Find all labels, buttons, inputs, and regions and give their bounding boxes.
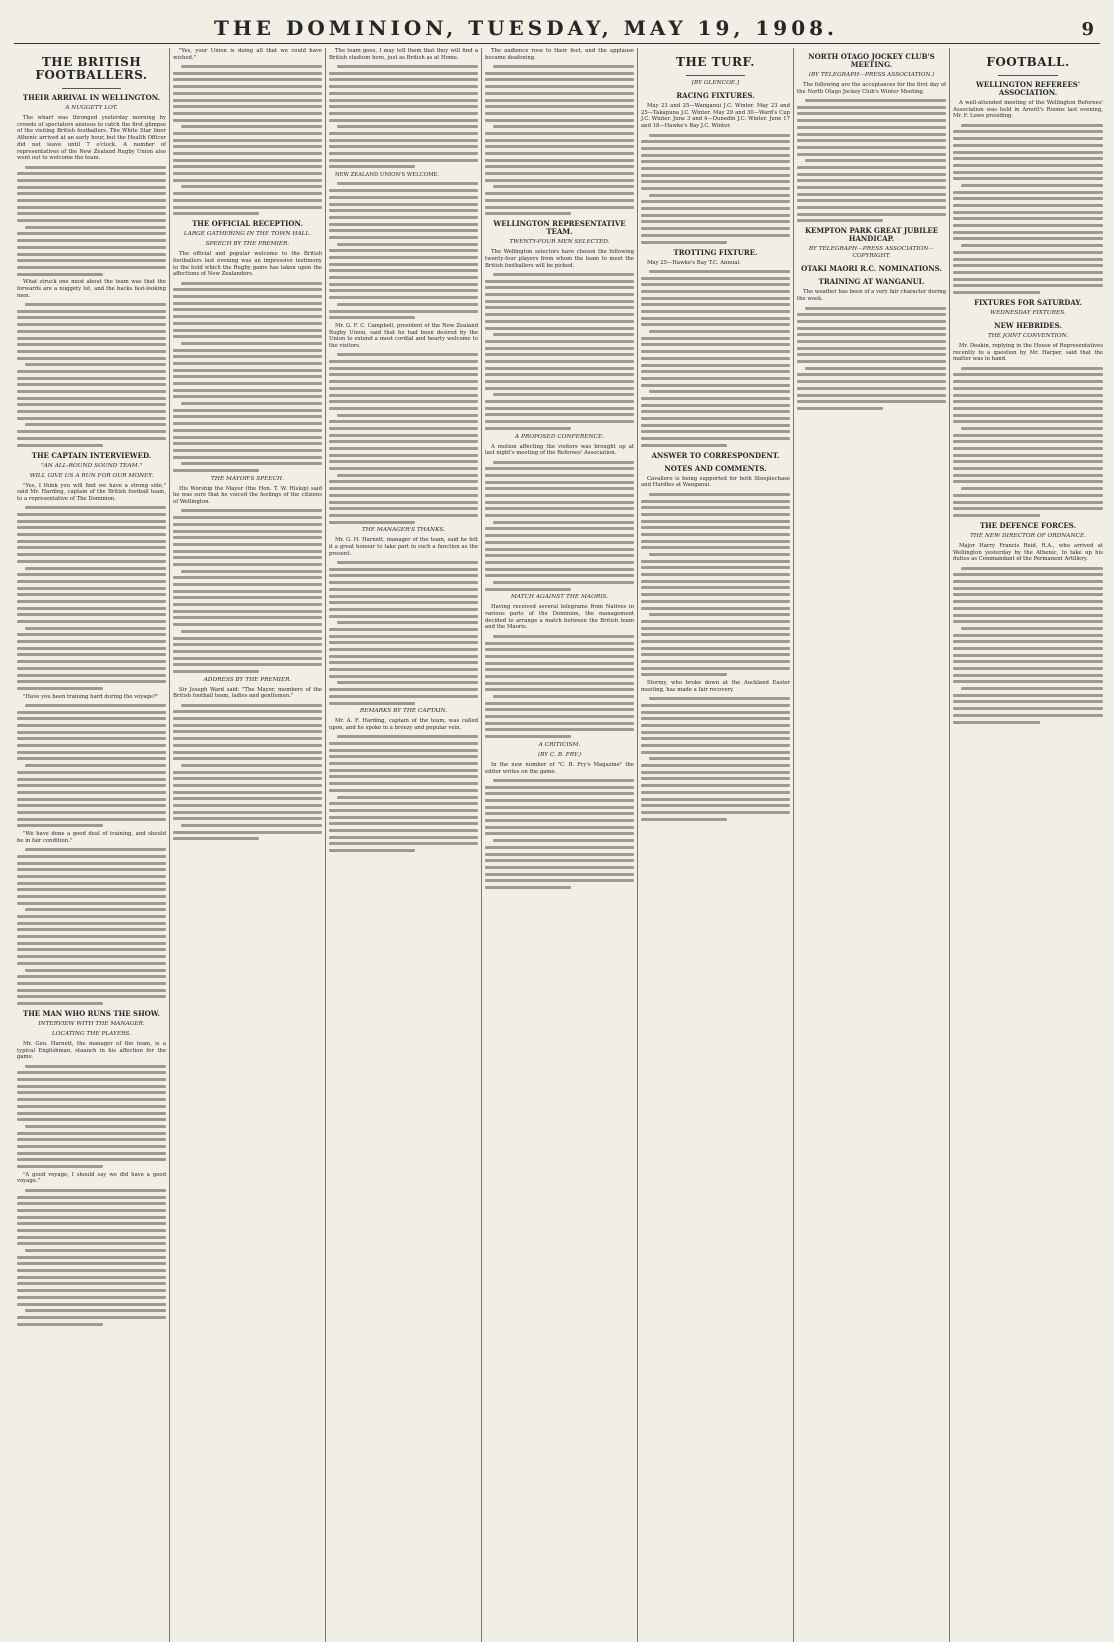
article-heading: THEIR ARRIVAL IN WELLINGTON. — [22, 93, 161, 102]
article-subheading: A PROPOSED CONFERENCE. — [514, 433, 605, 440]
illegible-text-lines — [173, 65, 322, 215]
article-paragraph: The audience rose to their feet, and the applause became deafening. — [485, 48, 634, 61]
article-paragraph: Stormy, who broke down at the Auckland Easter meeting, has made a fair recovery. — [641, 680, 790, 693]
column-6 — [794, 48, 950, 1642]
article-heading: THE MAN WHO RUNS THE SHOW. — [22, 1008, 160, 1018]
article-paragraph: The wharf was thronged yesterday morning by crowds of spectators anxious to catch the first glimpse of the visiting British footballers. The White Star liner Athenic arrived at an early hour, but the Health Officer did not leave until 7 o'clock. A number of representatives of the New Zealand Rugby Union also went out to welcome the team. — [17, 115, 166, 162]
article-paragraph: May 23 and 25—Wanganui J.C. Winter. May 23 and 25—Takapuna J.C. Winter. May 29 and 30—Ward's Cup J.C. Winter. June 3 and 4—Dunedin J.C. Winter. June 17 and 18—Hawke's Bay J.C. Winter. — [641, 103, 790, 130]
article-subheading: LARGE GATHERING IN THE TOWN HALL. — [183, 231, 312, 238]
article-heading: WELLINGTON REPRESENTATIVE TEAM. — [493, 219, 626, 237]
article-paragraph: "A good voyage, I should say we did have a good voyage." — [17, 1171, 166, 1185]
column-2 — [170, 48, 326, 1642]
article-paragraph: Mr. G. H. Harnett, manager of the team, said he felt it a great honour to take part in such a function as the present. — [329, 537, 478, 557]
article-heading: NORTH OTAGO JOCKEY CLUB'S MEETING. — [808, 52, 935, 69]
illegible-text-lines — [485, 65, 634, 215]
illegible-text-lines — [17, 848, 166, 1005]
article-paragraph: "Yes, I think you will find we have a strong side," said Mr. Harding, captain of the British football team, to a representative of The Dominion. — [17, 482, 166, 502]
illegible-text-lines — [485, 273, 634, 430]
illegible-text-lines — [17, 166, 166, 276]
article-paragraph: Having received several telegrams from Natives in various parts of the Dominion, the management decided to arrange a match between the British team and the Maoris. — [485, 604, 634, 631]
divider — [686, 75, 746, 76]
article-subheading: [BY GLENCOE.] — [691, 80, 740, 86]
illegible-text-lines — [641, 270, 790, 447]
article-heading: NEW HEBRIDES. — [994, 320, 1062, 330]
column-5 — [638, 48, 794, 1642]
column-3 — [326, 48, 482, 1642]
article-subheading: A NUGGETY LOT. — [65, 105, 118, 111]
article-paragraph: May 25—Hawke's Bay T.C. Annual. — [647, 259, 741, 266]
illegible-text-lines — [173, 509, 322, 673]
divider — [998, 75, 1058, 76]
article-paragraph: Sir Joseph Ward said: "The Mayor, members of the British football team, ladies and gentlemen." — [173, 686, 322, 700]
illegible-text-lines — [641, 134, 790, 244]
article-heading: NOTES AND COMMENTS. — [664, 463, 767, 473]
column-container — [14, 48, 1103, 1642]
article-subheading: ADDRESS BY THE PREMIER. — [203, 676, 292, 683]
article-paragraph: What struck one most about the team was that the forwards are a nuggety lot, and the backs fast-looking men. — [17, 279, 166, 299]
column-7 — [950, 48, 1106, 1642]
article-heading: THE DEFENCE FORCES. — [979, 520, 1077, 530]
article-paragraph: The team goes, I may tell them that they will find a British stadium here, just as British as at Home. — [329, 48, 478, 61]
article-paragraph: In the new number of "C. B. Fry's Magazine" the editor writes on the game. — [485, 761, 634, 775]
illegible-text-lines — [17, 1065, 166, 1168]
column-1 — [14, 48, 170, 1642]
article-heading: WELLINGTON REFEREES' ASSOCIATION. — [976, 80, 1080, 97]
illegible-text-lines — [17, 506, 166, 690]
article-subheading: WILL GIVE US A RUN FOR OUR MONEY. — [29, 472, 154, 479]
illegible-text-lines — [953, 367, 1103, 517]
article-paragraph: Mr. G. F. C. Campbell, president of the New Zealand Rugby Union, said that he had been desired by the Union to extend a most cordial and hearty welcome to the visitors. — [329, 322, 478, 350]
article-heading: THE CAPTAIN INTERVIEWED. — [31, 450, 152, 460]
illegible-text-lines — [953, 124, 1103, 294]
illegible-text-lines — [329, 182, 478, 319]
illegible-text-lines — [485, 779, 634, 889]
article-subheading: TWENTY-FOUR MEN SELECTED. — [509, 239, 610, 246]
masthead — [14, 6, 1100, 44]
section-heading: FOOTBALL. — [986, 55, 1070, 69]
article-paragraph: The following are the acceptances for the first day of the North Otago Jockey Club's Winter Meeting. — [797, 82, 946, 95]
article-paragraph: His Worship the Mayor (the Hon. T. W. Hislop) said he was sure that he voiced the feelings of the citizens of Wellington. — [173, 485, 322, 506]
article-paragraph: Mr. Geo. Harnett, the manager of the team, is a typical Englishman, staunch in his affection for the game. — [17, 1040, 166, 1061]
article-paragraph: The Wellington selectors have chosen the following twenty-four players from whom the team to meet the British footballers will be picked. — [485, 249, 634, 269]
article-subheading: (BY TELEGRAPH—PRESS ASSOCIATION.) — [808, 72, 935, 78]
masthead-title: THE DOMINION, TUESDAY, MAY 19, 1908. — [214, 16, 839, 40]
section-heading: THE TURF. — [676, 55, 755, 69]
article-paragraph: Cavaliero is being supported for both Steeplechase and Hurdles at Wanganui. — [641, 475, 790, 489]
article-paragraph: NEW ZEALAND UNION'S WELCOME. — [335, 172, 440, 179]
article-heading: TRAINING AT WANGANUI. — [818, 277, 925, 287]
article-subheading: SPEECH BY THE PREMIER. — [205, 241, 290, 248]
article-paragraph: A well-attended meeting of the Wellington Referees' Association was held in Arnott's Rooms last evening, Mr. F. Lowe presiding. — [953, 100, 1103, 120]
illegible-text-lines — [485, 461, 634, 591]
illegible-text-lines — [329, 735, 478, 852]
illegible-text-lines — [485, 635, 634, 738]
article-heading: TROTTING FIXTURE. — [673, 247, 758, 257]
article-subheading: THE JOINT CONVENTION. — [987, 332, 1069, 339]
article-paragraph: The official and popular welcome to the British footballers last evening was an impressive testimony to the hold which the Rugby game has taken upon the affections of New Zealanders. — [173, 251, 322, 278]
illegible-text-lines — [173, 282, 322, 472]
illegible-text-lines — [953, 567, 1103, 724]
illegible-text-lines — [797, 99, 946, 222]
article-heading: THE OFFICIAL RECEPTION. — [192, 219, 303, 229]
article-heading: ANSWER TO CORRESPONDENT. — [651, 450, 780, 460]
article-subheading: "AN ALL-ROUND SOUND TEAM." — [40, 462, 143, 469]
article-paragraph: "Yes, your Union is doing all that we could have wished." — [173, 48, 322, 61]
illegible-text-lines — [797, 307, 946, 410]
article-subheading: A CRITICISM. — [538, 741, 581, 748]
illegible-text-lines — [329, 353, 478, 523]
article-paragraph: "We have done a good deal of training, and should be in fair condition." — [17, 831, 166, 844]
article-subheading: WEDNESDAY FIXTURES. — [990, 309, 1066, 316]
article-paragraph: A motion affecting the visitors was brought up at last night's meeting of the Referees' Association. — [485, 443, 634, 457]
article-subheading: THE NEW DIRECTOR OF ORDNANCE. — [969, 532, 1087, 539]
article-paragraph: "Have you been training hard during the voyage?" — [23, 693, 159, 700]
illegible-text-lines — [17, 1189, 166, 1326]
article-subheading: THE MANAGER'S THANKS. — [361, 527, 446, 534]
illegible-text-lines — [641, 697, 790, 820]
section-heading: THE BRITISH FOOTBALLERS. — [35, 55, 148, 82]
article-subheading: INTERVIEW WITH THE MANAGER. — [38, 1020, 145, 1027]
article-heading: OTAKI MAORI R.C. NOMINATIONS. — [801, 264, 942, 274]
illegible-text-lines — [17, 303, 166, 446]
article-subheading: LOCATING THE PLAYERS. — [51, 1030, 132, 1037]
illegible-text-lines — [329, 65, 478, 168]
article-paragraph: Mr. A. F. Harding, captain of the team, was called upon, and he spoke in a breezy and popular vein. — [329, 718, 478, 731]
article-subheading: BY TELEGRAPH—PRESS ASSOCIATION—COPYRIGHT. — [808, 246, 935, 260]
article-paragraph: Mr. Deakin, replying in the House of Representatives recently to a question by Mr. Harper, said that the matter was in hand. — [953, 342, 1103, 363]
article-heading: FIXTURES FOR SATURDAY. — [974, 297, 1082, 307]
article-heading: RACING FIXTURES. — [676, 91, 755, 100]
article-subheading: MATCH AGAINST THE MAORIS. — [510, 594, 609, 601]
article-subheading: REMARKS BY THE CAPTAIN. — [359, 708, 448, 715]
illegible-text-lines — [329, 561, 478, 704]
article-paragraph: Major Harry Francis Reid, R.A., who arrived at Wellington yesterday by the Athenic, to take up his duties as Commandant of the Permanent Artillery. — [953, 542, 1103, 563]
article-subheading: (BY C. B. FRY.) — [537, 751, 582, 758]
divider — [62, 88, 122, 89]
illegible-text-lines — [173, 704, 322, 841]
article-heading: KEMPTON PARK GREAT JUBILEE HANDICAP. — [804, 226, 939, 244]
article-paragraph: The weather has been of a very fair character during the week. — [797, 289, 946, 303]
illegible-text-lines — [17, 704, 166, 827]
page-number: 9 — [1081, 19, 1094, 40]
article-subheading: THE MAYOR'S SPEECH. — [211, 475, 284, 482]
column-4 — [482, 48, 638, 1642]
illegible-text-lines — [641, 493, 790, 677]
